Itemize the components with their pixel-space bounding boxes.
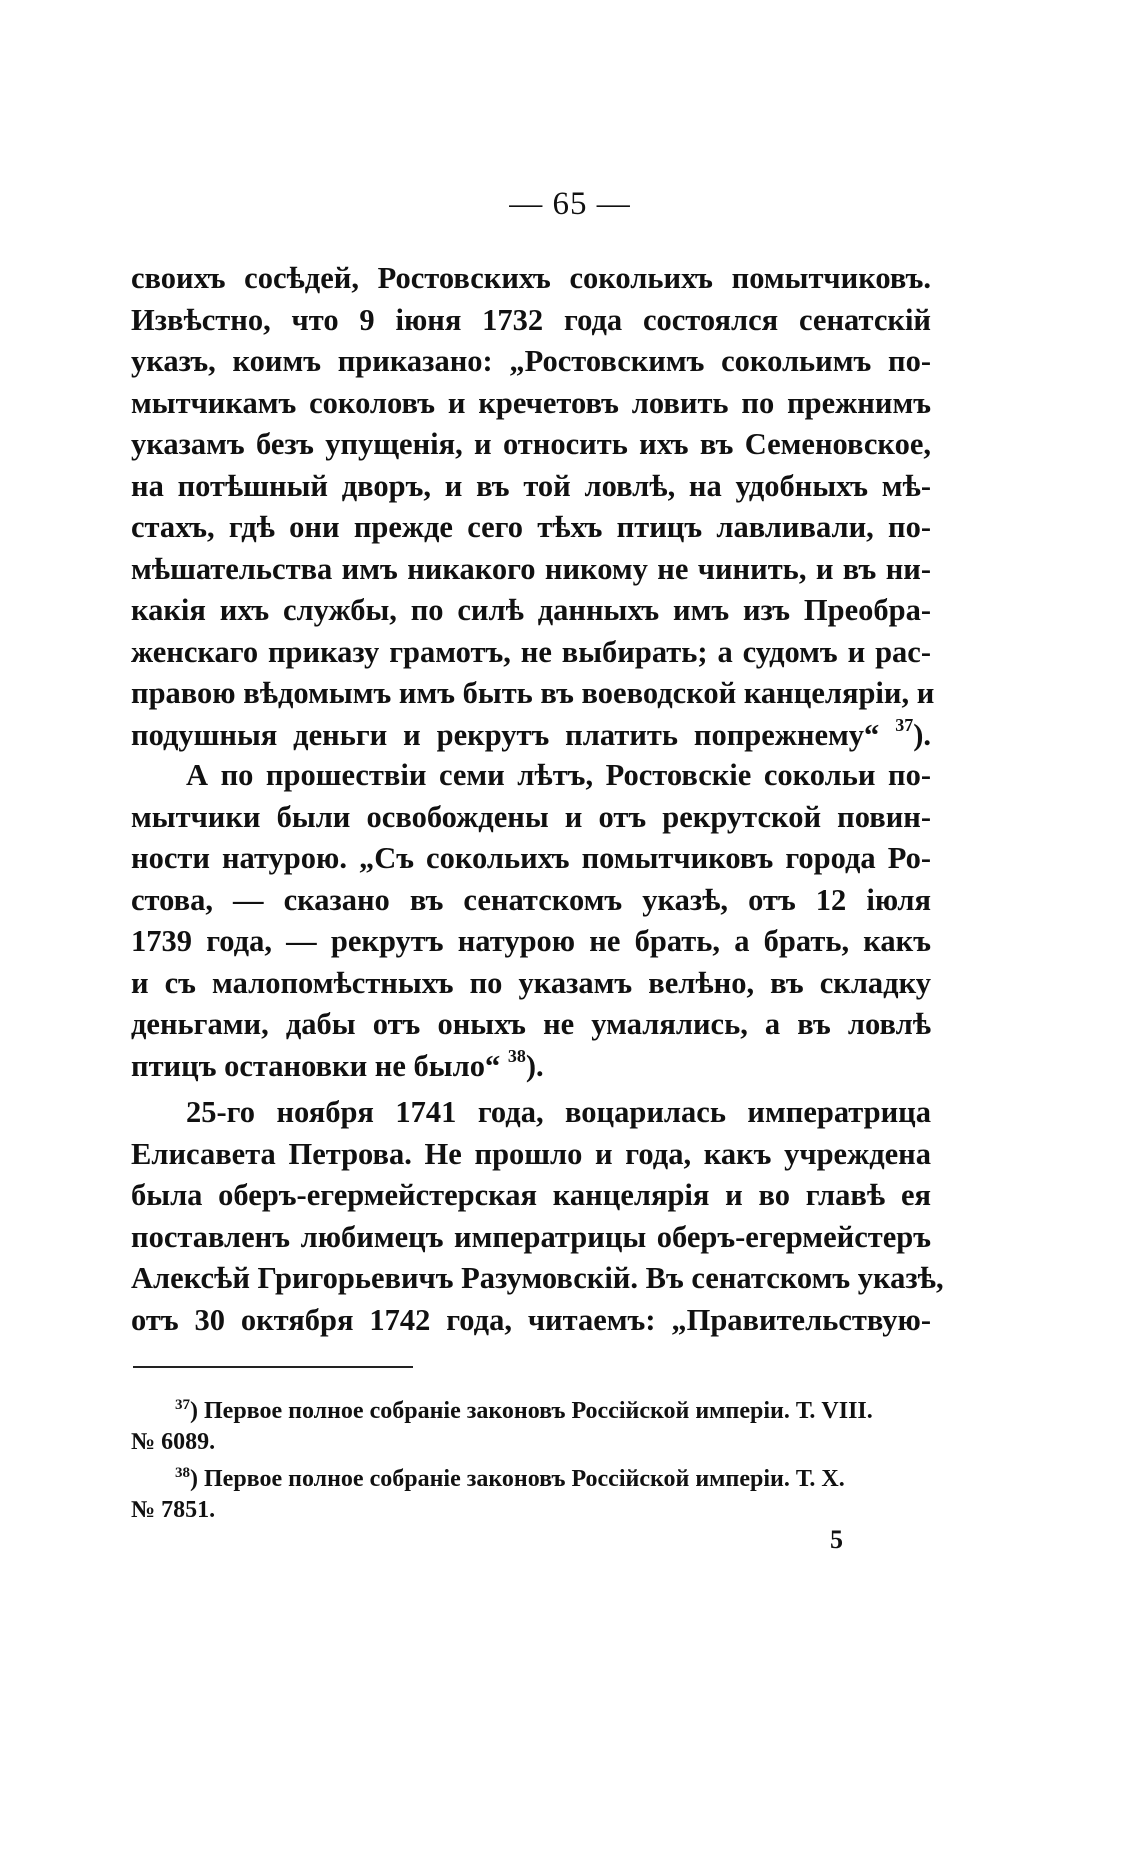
paragraph-1 — [131, 258, 935, 756]
text-line: мытчикамъ соколовъ и кречетовъ ловить по прежнимъ — [131, 385, 931, 420]
text-line: указамъ безъ упущенія, и относить ихъ въ Семеновское, — [131, 427, 931, 461]
paragraph-2 — [131, 755, 931, 1087]
text-line: мытчики были освобождены и отъ рекрутской повин- — [131, 799, 931, 834]
text-line: 1739 года, — рекрутъ натурою не брать, а брать, какъ — [131, 924, 931, 958]
text-line: Извѣстно, что 9 іюня 1732 года состоялся сенатскій — [131, 302, 931, 337]
reference-tail: ). — [525, 1048, 544, 1083]
paragraph-3 — [131, 1092, 944, 1341]
footnote-mark: 38 — [175, 1465, 190, 1481]
text-line: стова, — сказано въ сенатскомъ указѣ, отъ 12 іюля — [131, 882, 931, 917]
footnote-reference: 38 — [507, 1045, 526, 1066]
text-line: ности натурою. „Съ сокольихъ помытчиковъ города Ро- — [131, 841, 931, 875]
text-line: А по прошествіи семи лѣтъ, Ростовскіе сокольи по- — [186, 758, 931, 792]
text-line: на потѣшный дворъ, и въ той ловлѣ, на удобныхъ мѣ- — [131, 468, 931, 503]
text-line: и съ малопомѣстныхъ по указамъ велѣно, въ складку — [131, 965, 931, 1000]
text-line: женскаго приказу грамотъ, не выбирать; а судомъ и рас- — [131, 634, 931, 669]
text-line: отъ 30 октября 1742 года, читаемъ: „Правительствую- — [131, 1302, 931, 1337]
text-line: своихъ сосѣдей, Ростовскихъ сокольихъ помытчиковъ. — [131, 261, 931, 295]
footnote-37-line-2: № 6089. — [131, 1429, 216, 1455]
text-line: 25-го ноября 1741 года, воцарилась императрица — [186, 1095, 931, 1129]
text-line: Елисавета Петрова. Не прошло и года, какъ учреждена — [131, 1136, 931, 1171]
footnote-reference: 37 — [895, 714, 914, 735]
text-line-with-reference — [131, 715, 931, 757]
footnote-38-line-2: № 7851. — [131, 1497, 216, 1523]
text-line: правою вѣдомымъ имъ быть въ воеводской канцеляріи, и — [131, 676, 935, 710]
text-line: стахъ, гдѣ они прежде сего тѣхъ птицъ лавливали, по- — [131, 510, 931, 544]
footnotes — [131, 1390, 931, 1526]
page-number-header: — 65 — — [509, 186, 631, 222]
text-line: указъ, коимъ приказано: „Ростовскимъ сокольимъ по- — [131, 344, 931, 378]
footnote-mark: 37 — [175, 1397, 190, 1413]
text-line-part: птицъ остановки не было“ — [131, 1048, 501, 1083]
text-line: какія ихъ службы, по силѣ данныхъ имъ изъ Преобра- — [131, 593, 931, 627]
text-line: поставленъ любимецъ императрицы оберъ-егермейстеръ — [131, 1219, 931, 1254]
reference-tail: ). — [913, 717, 932, 752]
footnote-38-line-1 — [131, 1458, 931, 1495]
text-line: мѣшательства имъ никакого никому не чинить, и въ ни- — [131, 551, 931, 586]
text-line: деньгами, дабы отъ оныхъ не умалялись, а въ ловлѣ — [131, 1007, 931, 1041]
text-line: Алексѣй Григорьевичъ Разумовскій. Въ сенатскомъ указѣ, — [131, 1261, 944, 1295]
signature-mark: 5 — [830, 1525, 843, 1554]
footnote-37-line-1 — [131, 1390, 931, 1427]
text-line-with-reference — [131, 1046, 931, 1088]
footnote-divider — [133, 1366, 413, 1368]
footnote-text: ) Первое полное собраніе законовъ Россійской имперіи. Т. VIII. — [190, 1398, 873, 1424]
footnote-text: ) Первое полное собраніе законовъ Россійской имперіи. Т. X. — [190, 1466, 845, 1492]
text-line-part: подушныя деньги и рекрутъ платить попрежнему“ — [131, 717, 880, 752]
text-line: была оберъ-егермейстерская канцелярія и во главѣ ея — [131, 1178, 931, 1212]
